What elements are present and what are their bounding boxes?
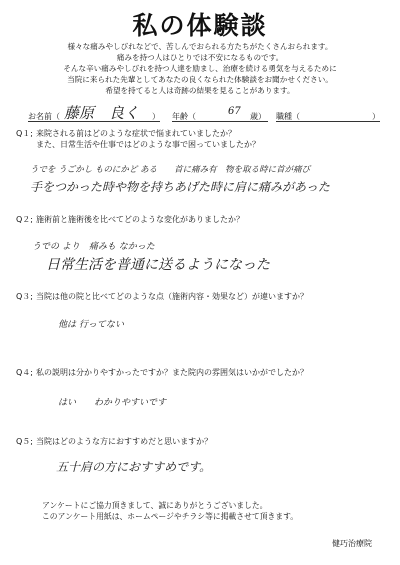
answer-2-line-2: 日常生活を普通に送るようになった (46, 257, 270, 273)
question-number: Q４; (16, 368, 33, 377)
question-1 (16, 128, 260, 150)
name-label: お名前（ (28, 112, 60, 121)
answer-1-line-1: うでを うごかし ものにかど ある 首に痛み有 物を取る時に首が痛び (30, 165, 311, 175)
age-label: 年齢（ (172, 112, 196, 121)
question-number: Q２; (16, 215, 33, 224)
name-value: 藤原 良く (64, 104, 140, 122)
intro-line: 希望を持てると人は奇跡の結果を見ることがあります。 (105, 85, 295, 95)
page-title: 私の体験談 (132, 11, 268, 40)
question-3 (16, 291, 308, 302)
answer-3: 他は 行ってない (58, 320, 124, 330)
question-4 (16, 367, 308, 378)
age-unit: 歳） (250, 112, 266, 121)
footer-line: アンケートにご協力頂きまして、誠にありがとうございました。 (42, 501, 268, 510)
question-2 (16, 214, 244, 225)
question-text: 来院される前はどのような症状で悩まれていましたか？ (36, 129, 236, 138)
question-text: 施術前と施術後を比べてどのような変化がありましたか？ (36, 215, 244, 224)
intro-line: 当院に来られた先輩としてあなたの良くなられた体験談をお聞かせください。 (67, 74, 333, 84)
clinic-name: 健巧治療院 (332, 539, 372, 548)
question-number: Q３; (16, 292, 33, 301)
question-text: 当院は他の院と比べてどのような点（施術内容・効果など）が違いますか？ (36, 292, 308, 301)
question-text: 私の説明は分かりやすかったですか？また院内の雰囲気はいかがでしたか？ (36, 368, 308, 377)
intro-line: 様々な痛みやしびれなどで、苦しんでおられる方たちがたくさんおられます。 (67, 42, 333, 51)
answer-1-line-2: 手をつかった時や物を持ちあげた時に肩に痛みがあった (30, 180, 330, 194)
question-number: Q１; (16, 129, 33, 138)
question-5 (16, 436, 212, 447)
question-text: また、日常生活や仕事ではどのような事で困っていましたか？ (36, 140, 260, 149)
job-label: 職種（ (276, 112, 300, 121)
intro-text (20, 42, 380, 97)
footer-note (42, 500, 372, 522)
job-close: ） (372, 112, 380, 121)
answer-2-line-1: うでの より 痛みも なかった (32, 242, 155, 252)
name-underline (28, 121, 160, 122)
question-number: Q５; (16, 437, 33, 446)
intro-line: 痛みを持つ人はひとりでは不安になるものです。 (116, 52, 284, 62)
answer-4: はい わかりやすいです (58, 398, 167, 408)
intro-line: そんな辛い痛みやしびれを持つ人達を励まし、治療を続ける勇気を与えるために (63, 63, 337, 73)
name-close: ） (152, 112, 160, 121)
answer-5: 五十肩の方におすすめです。 (56, 460, 212, 474)
age-value: 67 (228, 106, 241, 117)
footer-line: このアンケート用紙は、ホームページやチラシ等に掲載させて頂きます。 (42, 512, 299, 521)
question-text: 当院はどのような方におすすめだと思いますか？ (36, 437, 213, 446)
age-underline (172, 121, 268, 122)
job-underline (276, 121, 380, 122)
